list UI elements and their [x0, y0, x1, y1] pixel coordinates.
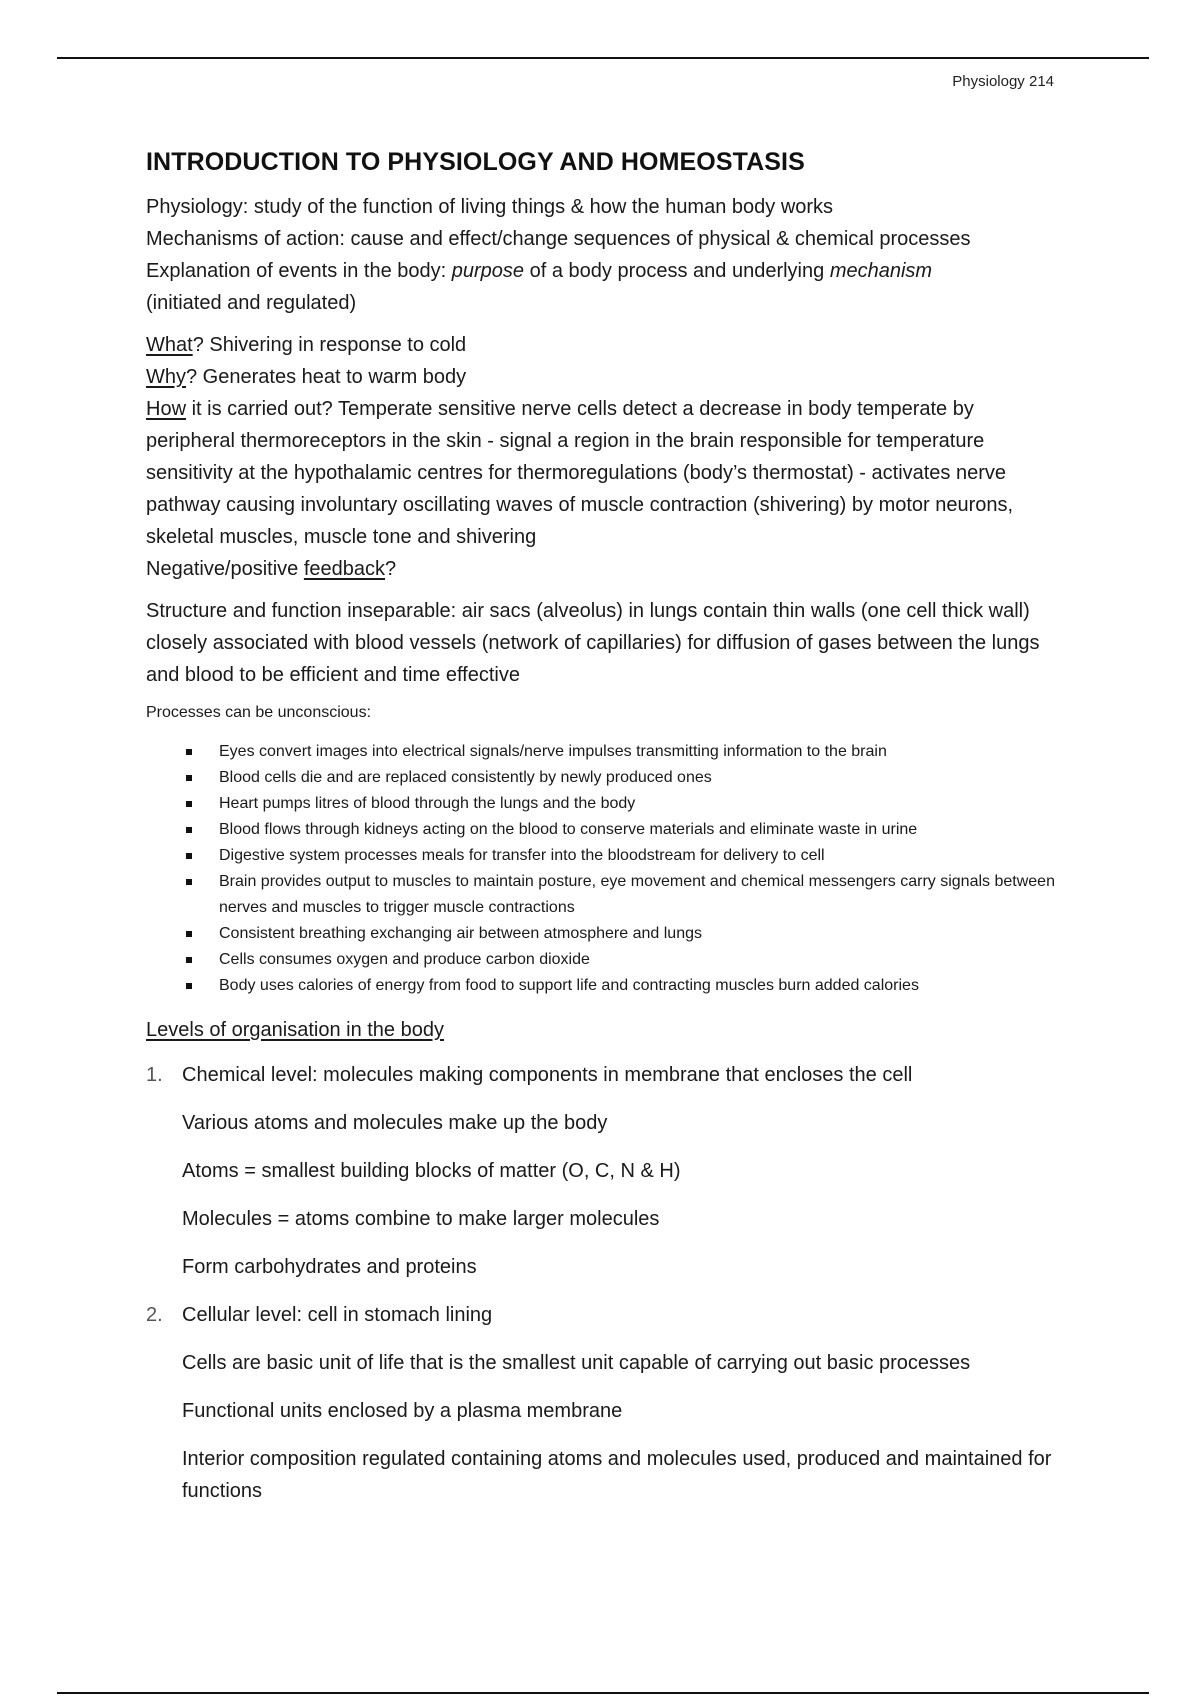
footer-rule — [57, 1692, 1149, 1694]
levels-list — [146, 1059, 1066, 1507]
intro-line-3-c: of a body process and underlying — [524, 260, 830, 282]
feedback-post: ? — [385, 558, 397, 580]
bullet-square-icon — [186, 879, 192, 885]
feedback-line — [146, 553, 1066, 585]
level-line: Chemical level: molecules making components in membrane that encloses the cell — [182, 1064, 913, 1086]
processes-list — [146, 739, 1066, 999]
level-line: Molecules = atoms combine to make larger molecules — [182, 1208, 660, 1230]
level-item-cellular — [146, 1299, 1066, 1507]
level-line: Various atoms and molecules make up the body — [182, 1112, 608, 1134]
level-line: Functional units enclosed by a plasma membrane — [182, 1400, 623, 1422]
level-line: Cellular level: cell in stomach lining — [182, 1304, 493, 1326]
purpose-term: purpose — [451, 260, 525, 282]
bullet-square-icon — [186, 983, 192, 989]
list-item: Cells consumes oxygen and produce carbon dioxide — [186, 947, 1066, 973]
bullet-square-icon — [186, 801, 192, 807]
bullet-square-icon — [186, 931, 192, 937]
list-item: Blood flows through kidneys acting on the blood to conserve materials and eliminate waste in urine — [186, 817, 1066, 843]
page-title: INTRODUCTION TO PHYSIOLOGY AND HOMEOSTASIS — [146, 148, 805, 176]
how-text: it is carried out? Temperate sensitive nerve cells detect a decrease in body temperate by peripheral thermoreceptors in the skin - signal a region in the brain responsible for temperature sensitivity at the hypothalamic centres for thermoregulations (body’s thermostat) - activates nerve pathway causing involuntary oscillating waves of muscle contraction (shivering) by motor neurons, skeletal muscles, muscle tone and shivering — [146, 398, 1014, 548]
level-line: Cells are basic unit of life that is the smallest unit capable of carrying out basic processes — [182, 1352, 971, 1374]
feedback-label: feedback — [303, 558, 386, 580]
level-line: Interior composition regulated containing atoms and molecules used, produced and maintained for functions — [182, 1448, 1052, 1502]
intro-line-4: (initiated and regulated) — [146, 292, 357, 314]
list-item: Body uses calories of energy from food to support life and contracting muscles burn added calories — [186, 973, 1066, 999]
list-item: Eyes convert images into electrical signals/nerve impulses transmitting information to the brain — [186, 739, 1066, 765]
list-item: Brain provides output to muscles to maintain posture, eye movement and chemical messengers carry signals between nerves and muscles to trigger muscle contractions — [186, 869, 1066, 921]
document-body — [146, 148, 1066, 1507]
running-header: Physiology 214 — [952, 73, 1054, 90]
what-line — [146, 329, 1066, 361]
bullet-square-icon — [186, 957, 192, 963]
bullet-square-icon — [186, 827, 192, 833]
why-text: ? Generates heat to warm body — [186, 366, 467, 388]
bullet-square-icon — [186, 853, 192, 859]
intro-line-3-a: Explanation of events in the body: — [146, 260, 452, 282]
bullet-square-icon — [186, 775, 192, 781]
why-label: Why — [146, 366, 186, 388]
what-text: ? Shivering in response to cold — [192, 334, 467, 356]
bullet-square-icon — [186, 749, 192, 755]
how-label: How — [146, 398, 187, 420]
list-item: Heart pumps litres of blood through the lungs and the body — [186, 791, 1066, 817]
structure-paragraph: Structure and function inseparable: air sacs (alveolus) in lungs contain thin walls (one cell thick wall) closely associated with blood vessels (network of capillaries) for diffusion of gases between the lungs and blood to be efficient and time effective — [146, 600, 1040, 686]
mechanism-term: mechanism — [829, 260, 933, 282]
intro-line-3 — [146, 255, 1066, 287]
list-item: Consistent breathing exchanging air between atmosphere and lungs — [186, 921, 1066, 947]
why-line — [146, 361, 1066, 393]
level-line: Atoms = smallest building blocks of matter (O, C, N & H) — [182, 1160, 681, 1182]
header-rule — [57, 57, 1149, 59]
level-number: 1. — [146, 1064, 163, 1086]
level-number: 2. — [146, 1304, 163, 1326]
level-item-chemical — [146, 1059, 1066, 1283]
list-item: Digestive system processes meals for transfer into the bloodstream for delivery to cell — [186, 843, 1066, 869]
levels-heading: Levels of organisation in the body — [146, 1019, 444, 1041]
list-item: Blood cells die and are replaced consistently by newly produced ones — [186, 765, 1066, 791]
what-label: What — [146, 334, 193, 356]
intro-line-1: Physiology: study of the function of living things & how the human body works — [146, 196, 834, 218]
level-line: Form carbohydrates and proteins — [182, 1256, 477, 1278]
intro-line-2: Mechanisms of action: cause and effect/change sequences of physical & chemical processes — [146, 228, 971, 250]
feedback-pre: Negative/positive — [146, 558, 304, 580]
how-paragraph — [146, 393, 1066, 553]
processes-heading: Processes can be unconscious: — [146, 704, 372, 721]
